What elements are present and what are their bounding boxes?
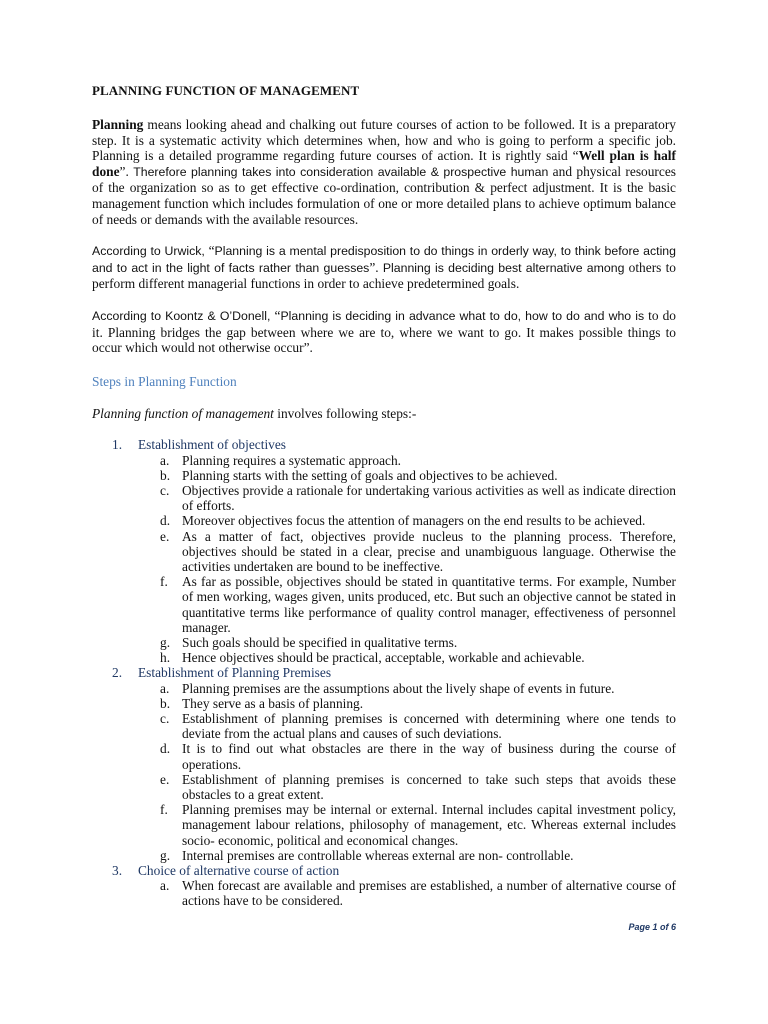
- item-text: Internal premises are controllable whereas external are non- controllable.: [182, 847, 574, 863]
- paragraph-text-sans: Planning is deciding best alternative among: [382, 260, 625, 275]
- item-letter: d.: [160, 741, 171, 757]
- item-text: When forecast are available and premises are established, a number of alternative course of actions have to be considered.: [182, 878, 676, 909]
- steps-list: [92, 437, 676, 908]
- item-letter: h.: [160, 650, 171, 666]
- item-text: Objectives provide a rationale for undertaking various activities as well as indicate direction of efforts.: [182, 482, 676, 514]
- step-premises: [92, 665, 676, 863]
- item-text: Moreover objectives focus the attention of managers on the end results to be achieved.: [182, 513, 646, 529]
- item-letter: a.: [160, 878, 170, 894]
- item-text: It is to find out what obstacles are there in the way of business during the course of operations.: [182, 741, 676, 772]
- list-item: [160, 634, 676, 650]
- paragraph-text: to do it. Planning bridges the gap between where we are to, where we want to go. It makes possible things to occur which would not otherwise occur”.: [92, 307, 676, 356]
- list-item: [160, 741, 676, 772]
- list-item: [160, 528, 676, 575]
- item-text: They serve as a basis of planning.: [182, 695, 364, 711]
- step-number: 3.: [112, 863, 123, 878]
- sub-list: [138, 453, 676, 666]
- paragraph-koontz: [92, 308, 676, 356]
- lead-term: Planning: [92, 117, 144, 132]
- list-item: [160, 771, 676, 802]
- list-item: [160, 695, 676, 711]
- item-text: Establishment of planning premises is concerned with determining where one tends to deviate from the actual plans and causes of such deviations.: [182, 710, 676, 742]
- item-letter: a.: [160, 452, 170, 468]
- step-number: 1.: [112, 437, 123, 453]
- list-item: [160, 513, 676, 529]
- item-text: Hence objectives should be practical, acceptable, workable and achievable.: [182, 650, 585, 666]
- list-item: [160, 680, 676, 696]
- item-letter: b.: [160, 467, 171, 483]
- sub-list: [138, 878, 676, 908]
- quote-bold: Well plan is half done: [92, 148, 676, 179]
- step-alternatives: [92, 863, 676, 909]
- paragraph-text-sans: Therefore planning takes into consideration available & prospective human: [133, 164, 549, 179]
- item-letter: b.: [160, 695, 171, 711]
- item-letter: e.: [160, 771, 170, 787]
- paragraph-definition: [92, 117, 676, 227]
- list-item: [160, 802, 676, 848]
- steps-intro: [92, 406, 676, 422]
- item-letter: g.: [160, 634, 171, 650]
- item-text: As a matter of fact, objectives provide nucleus to the planning process. Therefore, objectives should be stated in a clear, precise and unambiguous language. Otherwise the activities undertaken are bound to be ineffective.: [182, 528, 676, 574]
- list-item: [160, 847, 676, 863]
- paragraph-urwick: [92, 243, 676, 292]
- step-objectives: [92, 437, 676, 665]
- page-number: Page 1 of 6: [628, 922, 676, 932]
- paragraph-text: others to perform different managerial functions in order to achieve predetermined goals.: [92, 259, 676, 292]
- step-label: Choice of alternative course of action: [138, 863, 340, 878]
- list-item: [160, 650, 676, 666]
- section-heading: Steps in Planning Function: [92, 373, 237, 389]
- item-text: Planning premises are the assumptions about the lively shape of events in future.: [182, 680, 615, 696]
- sub-list: [138, 681, 676, 863]
- list-item: [160, 482, 676, 514]
- item-letter: c.: [160, 710, 170, 726]
- intro-italic: Planning function of management: [92, 405, 274, 421]
- item-letter: a.: [160, 680, 170, 696]
- paragraph-text: means looking ahead and chalking out future courses of action to be followed. It is a preparatory step. It is a systematic activity which determines when, how and who is going to perform a specific job. Planning is a detailed programme regarding future courses of action. It is rightly said “: [92, 117, 676, 164]
- intro-text: involves following steps:-: [273, 405, 417, 421]
- item-letter: g.: [160, 847, 171, 863]
- item-letter: e.: [160, 528, 170, 544]
- item-letter: f.: [160, 574, 168, 590]
- paragraph-text: ”.: [119, 163, 134, 179]
- paragraph-text-sans: According to Koontz & O’Donell,: [92, 308, 275, 323]
- paragraph-text: ”.: [369, 259, 383, 275]
- list-item: [160, 452, 676, 468]
- step-label: Establishment of objectives: [138, 437, 287, 453]
- item-text: Establishment of planning premises is concerned to take such steps that avoids these obstacles to a great extent.: [182, 771, 676, 802]
- item-text: As far as possible, objectives should be stated in quantitative terms. For example, Number of men working, wages given, units produced, etc. But such an objective cannot be stated in quantitative terms like performance of quality control manager, effectiveness of personnel manager.: [182, 574, 676, 635]
- paragraph-text-sans: According to Urwick,: [92, 244, 209, 259]
- paragraph-text: “: [274, 307, 281, 323]
- step-label: Establishment of Planning Premises: [138, 665, 332, 681]
- paragraph-text: and physical resources of the organization so as to get effective co-ordination, contribution & perfect adjustment. It is the basic management function which includes formulation of one or more detailed plans to achieve optimum balance of needs or demands with the available resources.: [92, 163, 676, 227]
- list-item: [160, 467, 676, 483]
- paragraph-text: “: [208, 243, 215, 259]
- list-item: [160, 574, 676, 635]
- item-letter: d.: [160, 513, 171, 529]
- item-text: Such goals should be specified in qualitative terms.: [182, 634, 458, 650]
- item-text: Planning premises may be internal or external. Internal includes capital investment policy, management labour relations, philosophy of management, etc. Whereas external includes socio- economic, political and economical changes.: [182, 802, 676, 848]
- paragraph-text-sans: Planning is a mental predisposition to do things in orderly way, to think before acting and to act in the light of facts rather than guesses: [92, 244, 676, 275]
- list-item: [160, 878, 676, 909]
- document-body: [92, 83, 676, 909]
- paragraph-text-sans: Planning is deciding in advance what to do, how to do and who is: [280, 308, 645, 323]
- step-number: 2.: [112, 665, 123, 681]
- item-letter: f.: [160, 802, 168, 818]
- item-letter: c.: [160, 482, 170, 498]
- list-item: [160, 710, 676, 742]
- item-text: Planning requires a systematic approach.: [182, 452, 402, 468]
- item-text: Planning starts with the setting of goals and objectives to be achieved.: [182, 467, 558, 483]
- page-title: PLANNING FUNCTION OF MANAGEMENT: [92, 83, 360, 98]
